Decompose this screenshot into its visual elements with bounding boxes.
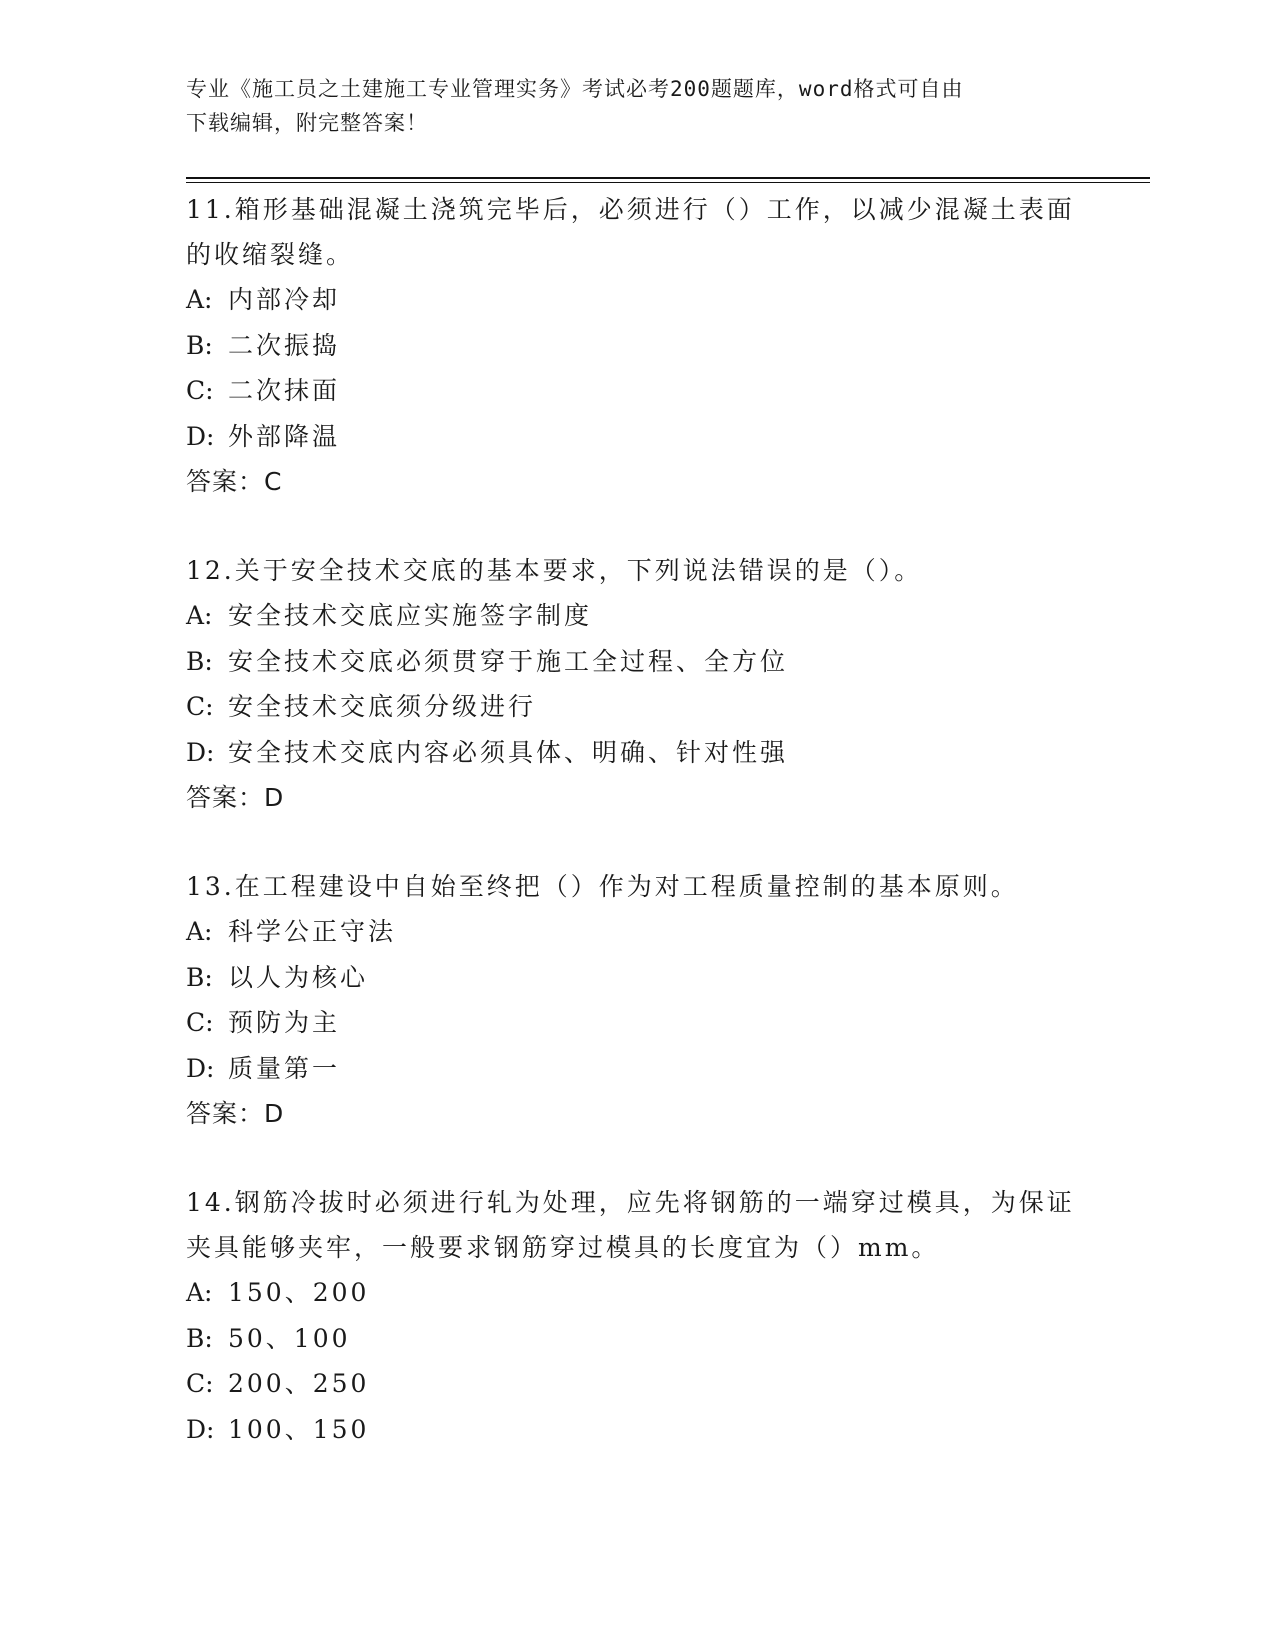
option-text: 安全技术交底内容必须具体、明确、针对性强 <box>228 737 789 767</box>
option-text: 内部冷却 <box>228 285 341 314</box>
answer-option <box>186 639 1086 685</box>
answer-option <box>186 1361 1086 1407</box>
option-text: 科学公正守法 <box>228 917 397 946</box>
option-text: 质量第一 <box>228 1053 341 1083</box>
option-text: 安全技术交底必须贯穿于施工全过程、全方位 <box>228 646 789 676</box>
header-line-2: 下载编辑，附完整答案！ <box>186 111 428 135</box>
answer-option <box>186 909 1086 955</box>
option-letter: C: <box>186 376 214 405</box>
option-letter: A: <box>186 285 213 314</box>
option-text: 二次抹面 <box>228 376 341 405</box>
answer-key: 答案：C <box>186 467 283 496</box>
option-letter: D: <box>186 1053 215 1083</box>
question-text: 13.在工程建设中自始至终把（）作为对工程质量控制的基本原则。 <box>186 872 1019 901</box>
question-block <box>186 864 1086 1136</box>
answer-option <box>186 593 1086 639</box>
answer-option <box>186 1000 1086 1046</box>
header-divider-thin <box>186 182 1150 183</box>
question-text: 14.钢筋冷拔时必须进行轧为处理，应先将钢筋的一端穿过模具，为保证夹具能够夹牢，一般要求钢筋穿过模具的长度宜为（）mm。 <box>186 1188 1075 1262</box>
answer-option <box>186 1407 1086 1453</box>
option-letter: B: <box>186 1323 213 1353</box>
option-letter: C: <box>186 692 214 721</box>
answer-option <box>186 684 1086 730</box>
question-text: 12.关于安全技术交底的基本要求，下列说法错误的是（）。 <box>186 556 923 585</box>
option-letter: C: <box>186 1369 214 1398</box>
answer-option <box>186 1316 1086 1362</box>
option-text: 安全技术交底须分级进行 <box>228 692 537 721</box>
header-line-1: 专业《施工员之土建施工专业管理实务》考试必考200题题库，word格式可自由 <box>186 77 964 101</box>
option-text: 安全技术交底应实施签字制度 <box>228 601 593 630</box>
answer-key: 答案：D <box>186 1099 285 1128</box>
question-block <box>186 187 1086 504</box>
answer-option <box>186 1046 1086 1092</box>
option-letter: C: <box>186 1008 214 1037</box>
question-block <box>186 548 1086 820</box>
option-text: 150、200 <box>228 1278 370 1307</box>
option-text: 以人为核心 <box>228 962 369 992</box>
answer-key: 答案：D <box>186 783 285 812</box>
option-text: 预防为主 <box>228 1008 341 1037</box>
answer-option <box>186 414 1086 460</box>
option-letter: A: <box>186 917 213 946</box>
answer-option <box>186 730 1086 776</box>
question-text: 11.箱形基础混凝土浇筑完毕后，必须进行（）工作，以减少混凝土表面的收缩裂缝。 <box>186 195 1075 269</box>
option-letter: B: <box>186 962 213 992</box>
option-letter: B: <box>186 330 213 360</box>
option-text: 200、250 <box>228 1369 370 1398</box>
option-text: 二次振捣 <box>228 330 341 360</box>
option-letter: B: <box>186 646 213 676</box>
option-letter: D: <box>186 1414 215 1444</box>
question-list <box>186 187 1086 1496</box>
header-divider-thick <box>186 177 1150 179</box>
answer-option <box>186 323 1086 369</box>
option-text: 100、150 <box>228 1414 370 1444</box>
option-letter: A: <box>186 601 213 630</box>
answer-option <box>186 277 1086 323</box>
option-text: 50、100 <box>228 1323 351 1353</box>
answer-option <box>186 955 1086 1001</box>
option-letter: A: <box>186 1278 213 1307</box>
answer-option <box>186 1270 1086 1316</box>
answer-option <box>186 368 1086 414</box>
option-letter: D: <box>186 737 215 767</box>
option-text: 外部降温 <box>228 421 341 451</box>
question-block <box>186 1180 1086 1452</box>
option-letter: D: <box>186 421 215 451</box>
document-header <box>186 72 1066 140</box>
